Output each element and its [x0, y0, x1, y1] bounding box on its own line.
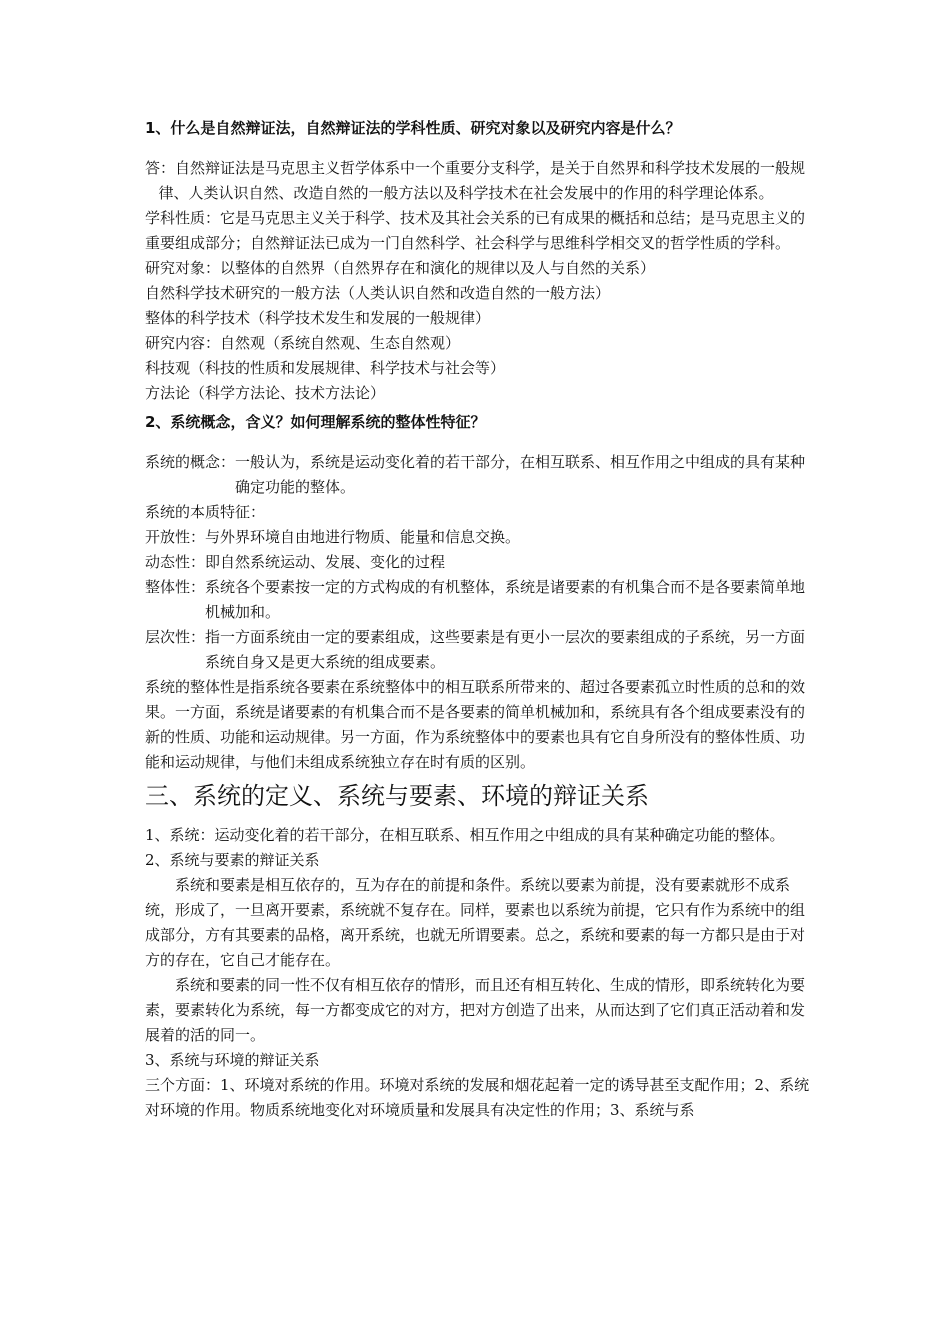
term-label: 系统的概念： [145, 453, 236, 471]
term-label: 开放性： [145, 528, 206, 546]
section-3-heading: 三、系统的定义、系统与要素、环境的辩证关系 [145, 782, 649, 810]
subheading-system-environment: 3、系统与环境的辩证关系 [145, 1051, 320, 1069]
document-body [145, 118, 810, 1123]
term-description: 与外界环境自由地进行物质、能量和信息交换。 [205, 528, 521, 546]
wholeness-item [145, 575, 810, 625]
term-label: 动态性： [145, 553, 206, 571]
discipline-nature: 学科性质：它是马克思主义关于科学、技术及其社会关系的已有成果的概括和总结；是马克思主义的重要组成部分；自然辩证法已成为一门自然科学、社会科学与思维科学相交叉的哲学性质的学科。 [145, 209, 806, 252]
term-label: 层次性： [145, 628, 206, 646]
answer-definition: 答：自然辩证法是马克思主义哲学体系中一个重要分支科学，是关于自然界和科学技术发展的一般规律、人类认识自然、改造自然的一般方法以及科学技术在社会发展中的作用的科学理论体系。 [145, 159, 806, 202]
research-content-line: 方法论（科学方法论、技术方法论） [145, 384, 386, 402]
research-content-line: 科技观（科技的性质和发展规律、科学技术与社会等） [145, 359, 506, 377]
research-object-line: 整体的科学技术（科学技术发生和发展的一般规律） [145, 309, 491, 327]
term-description: 即自然系统运动、发展、变化的过程 [205, 553, 446, 571]
research-content-line: 研究内容：自然观（系统自然观、生态自然观） [145, 334, 461, 352]
term-description: 一般认为，系统是运动变化着的若干部分，在相互联系、相互作用之中组成的具有某种确定功能的整体。 [235, 453, 806, 496]
paragraph-interdependence: 系统和要素是相互依存的，互为存在的前提和条件。系统以要素为前提，没有要素就形不成系统，形成了，一旦离开要素，系统就不复存在。同样，要素也以系统为前提，它只有作为系统中的组成部分，方有其要素的品格，离开系统，也就无所谓要素。总之，系统和要素的每一方都只是由于对方的存在，它自己才能存在。 [145, 876, 806, 969]
question-1-heading: 1、什么是自然辩证法，自然辩证法的学科性质、研究对象以及研究内容是什么？ [145, 119, 681, 137]
subheading-system-element: 2、系统与要素的辩证关系 [145, 851, 320, 869]
openness-item [145, 525, 810, 550]
research-object-line: 自然科学技术研究的一般方法（人类认识自然和改造自然的一般方法） [145, 284, 611, 302]
term-label: 整体性： [145, 578, 206, 596]
wholeness-paragraph: 系统的整体性是指系统各要素在系统整体中的相互联系所带来的、超过各要素孤立时性质的总和的效果。一方面，系统是诸要素的有机集合而不是各要素的简单机械加和，系统具有各个组成要素没有的新的性质、功能和运动规律。另一方面，作为系统整体中的要素也具有它自身所没有的整体性质、功能和运动规律，与他们未组成系统独立存在时有质的区别。 [145, 678, 806, 771]
research-object-line: 研究对象：以整体的自然界（自然界存在和演化的规律以及人与自然的关系） [145, 259, 656, 277]
dynamic-item [145, 550, 810, 575]
paragraph-identity: 系统和要素的同一性不仅有相互依存的情形，而且还有相互转化、生成的情形，即系统转化为要素，要素转化为系统，每一方都变成它的对方，把对方创造了出来，从而达到了它们真正活动着和发展着的活的同一。 [145, 976, 806, 1044]
system-concept [145, 450, 810, 500]
paragraph-three-aspects: 三个方面：1、环境对系统的作用。环境对系统的发展和烟花起着一定的诱导甚至支配作用；2、系统对环境的作用。物质系统地变化对环境质量和发展具有决定性的作用；3、系统与系 [145, 1076, 810, 1119]
hierarchy-item [145, 625, 810, 675]
question-2-heading: 2、系统概念，含义？如何理解系统的整体性特征？ [145, 413, 486, 431]
essence-heading: 系统的本质特征： [145, 503, 266, 521]
term-description: 指一方面系统由一定的要素组成，这些要素是有更小一层次的要素组成的子系统，另一方面系统自身又是更大系统的组成要素。 [205, 628, 806, 671]
system-definition: 1、系统：运动变化着的若干部分，在相互联系、相互作用之中组成的具有某种确定功能的整体。 [145, 826, 785, 844]
term-description: 系统各个要素按一定的方式构成的有机整体，系统是诸要素的有机集合而不是各要素简单地机械加和。 [205, 578, 806, 621]
